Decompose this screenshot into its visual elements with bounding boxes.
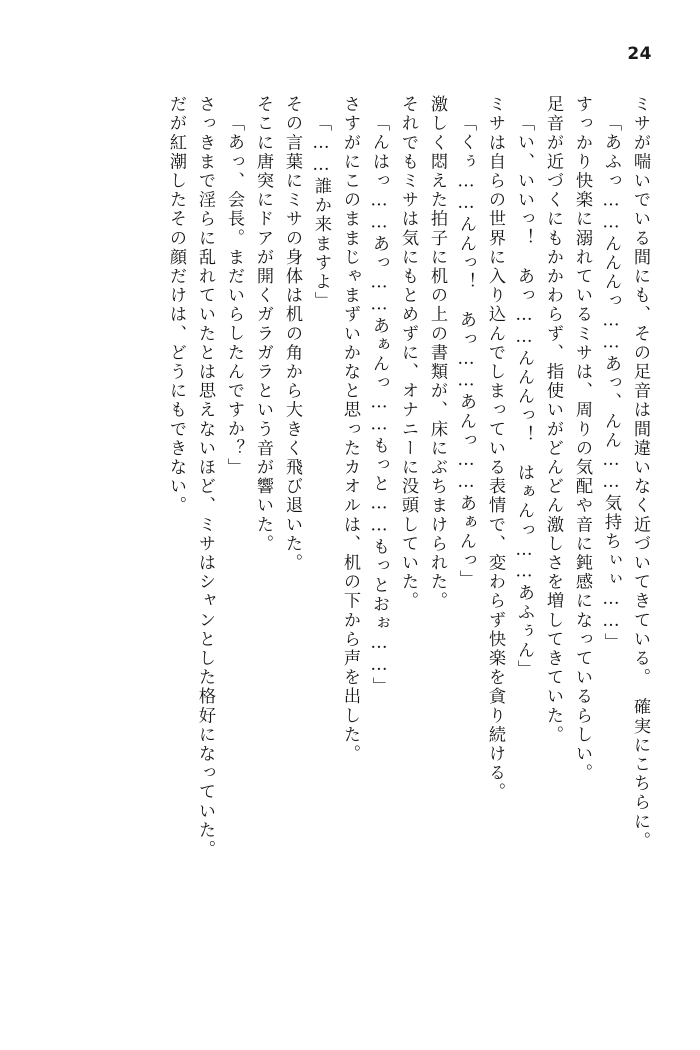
text-line: 「んはっ……あっ……あぁんっ……もっと……もっとおぉ……」 xyxy=(369,114,389,696)
text-line: 足音が近づくにもかかわらず、指使いがどんどん激しさを増してきていた。 xyxy=(543,95,563,745)
text-line: さっきまで淫らに乱れていたとは思えないほど、ミサはシャンとした格好になっていた。 xyxy=(195,95,215,859)
text-line: ミサが喘いでいる間にも、その足音は間違いなく近づいてきている。 確実にこちらに。 xyxy=(630,95,650,851)
text-line: その言葉にミサの身体は机の角から大きく飛び退いた。 xyxy=(282,95,302,573)
text-line: 激しく悶えた拍子に机の上の書類が、床にぶちまけられた。 xyxy=(427,95,447,611)
page-number: 24 xyxy=(627,44,652,64)
text-line: すっかり快楽に溺れているミサは、周りの気配や音に鈍感になっているらしい。 xyxy=(572,95,592,783)
vertical-text-body xyxy=(52,95,648,1035)
text-line: それでもミサは気にもとめずに、オナニーに没頭していた。 xyxy=(398,95,418,611)
text-line: 「くぅ……んんっ！ あっ……あんっ……あぁんっ」 xyxy=(456,114,476,590)
text-line: 「あふっ……んんんっ……あっ、んん……気持ちぃぃ……」 xyxy=(601,114,621,653)
text-line: 「あっ、会長。まだいらしたんですか？」 xyxy=(224,114,244,477)
text-line: さすがにこのままじゃまずいかなと思ったカオルは、机の下から声を出した。 xyxy=(340,95,360,764)
text-line: そこに唐突にドアが開くガラガラという音が響いた。 xyxy=(253,95,273,554)
text-line: ミサは自らの世界に入り込んでしまっている表情で、変わらず快楽を貪り続ける。 xyxy=(485,95,505,802)
text-line: だが紅潮したその顔だけは、どうにもできない。 xyxy=(166,95,186,516)
text-line: 「……誰か来ますよ」 xyxy=(311,114,331,311)
text-line: 「い、いいっ！ あっ……んんんっ！ はぁんっ……あふぅん」 xyxy=(514,114,534,680)
